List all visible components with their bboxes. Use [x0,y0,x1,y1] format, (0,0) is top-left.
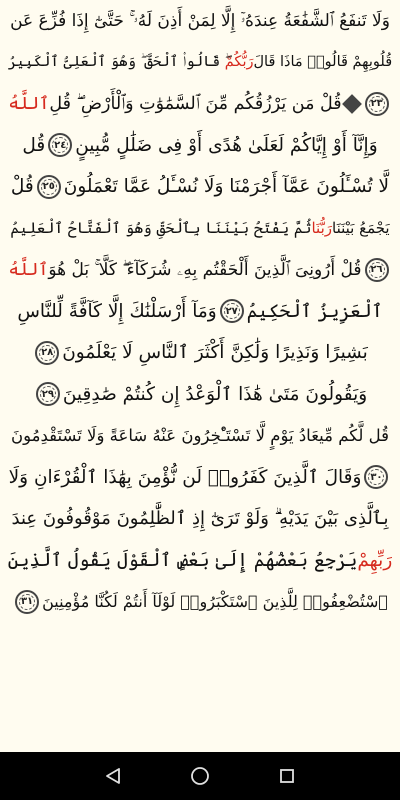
verse-line [8,0,392,42]
verse-line [8,457,392,499]
verse-line [8,581,392,623]
ayah-number-marker[interactable] [364,465,388,489]
ayah-number-marker[interactable] [365,258,389,282]
ayah-number: ٢٩ [41,388,54,400]
recents-button[interactable] [267,756,307,796]
verse-text: وَمَآ أَرْسَلْنَٰكَ إِلَّا كَآفَّةً لِّلنَّاسِ [17,300,217,322]
ayah-number-marker[interactable] [35,341,59,365]
verse-line [8,291,392,333]
verse-text: قُلُوبِهِمْ قَالُوا۟ مَاذَا قَالَ [253,54,392,71]
ayah-number: ٢٣ [370,98,383,110]
verse-line [8,332,392,374]
verse-text: ثُمَّ يَفْتَحُ بَيْنَنَا بِٱلْحَقِّ وَهُوَ ٱلْفَتَّاحُ ٱلْعَلِيمُ [10,219,312,238]
verse-text: ۖ قَالُوا۟ ٱلْحَقَّ ۖ وَهُوَ ٱلْعَلِىُّ ٱلْكَبِيرُ [8,54,225,71]
verse-line [8,415,392,457]
verse-text: بِٱلَّذِى بَيْنَ يَدَيْهِ ۗ وَلَوْ تَرَىٰٓ إِذِ ٱلظَّٰلِمُونَ مَوْقُوفُونَ عِندَ [11,508,389,530]
ayah-number: ٢٧ [225,305,238,317]
divine-name-text: ٱللَّهُ [8,93,50,114]
verse-text: وَقَالَ ٱلَّذِينَ كَفَرُوا۟ لَن نُّؤْمِنَ بِهَٰذَا ٱلْقُرْءَانِ وَلَا [8,466,362,488]
ayah-number-marker[interactable] [48,133,72,157]
home-circle-icon [190,766,210,786]
verse-text: قُل [22,134,46,156]
ayah-number-marker[interactable] [15,590,39,614]
ayah-number-marker[interactable] [365,92,389,116]
verse-line [8,208,392,250]
verse-text: وَيَقُولُونَ مَتَىٰ هَٰذَا ٱلْوَعْدُ إِن كُنتُمْ صَٰدِقِينَ [62,383,368,405]
verse-text: قُلْ مَن يَرْزُقُكُم مِّنَ ٱلسَّمَٰوَٰتِ وَٱلْأَرْضِ ۖ قُلِ [49,93,342,114]
verse-line [8,249,392,291]
verse-line [8,166,392,208]
verse-text: قُلْ [10,176,34,198]
recents-square-icon [278,767,296,785]
verse-text: ٱلْعَزِيزُ ٱلْحَكِيمُ [246,300,383,322]
verse-line [8,540,392,582]
verse-line [8,498,392,540]
ayah-number-marker[interactable] [37,175,61,199]
divine-name-text: ٱللَّهُ [8,260,49,281]
verse-text: بَشِيرًا وَنَذِيرًا وَلَٰكِنَّ أَكْثَرَ ٱلنَّاسِ لَا يَعْلَمُونَ [62,342,368,364]
divine-name-text: رَبُّنَا [311,219,332,238]
verse-text: وَإِنَّآ أَوْ إِيَّاكُمْ لَعَلَىٰ هُدًى أَوْ فِى ضَلَٰلٍ مُّبِينٍ [75,134,378,156]
home-button[interactable] [180,756,220,796]
navigation-bar [0,752,400,800]
sajda-mark-icon [342,94,362,114]
ayah-number: ٣١ [20,596,34,608]
ayah-number-marker[interactable] [220,299,244,323]
back-triangle-icon [104,767,122,785]
verse-text: يَجْمَعُ بَيْنَنَا [332,219,390,238]
verse-line [8,42,392,84]
divine-name-text: رَبِّهِمْ [357,549,392,571]
back-button[interactable] [93,756,133,796]
verse-text: لَّا تُسْـَٔلُونَ عَمَّآ أَجْرَمْنَا وَلَا نُسْـَٔلُ عَمَّا تَعْمَلُونَ [63,176,390,198]
ayah-number: ٣٠ [370,471,383,483]
ayah-number: ٢٨ [41,347,54,359]
ayah-number: ٢٤ [54,139,67,151]
verse-text: وَلَا تَنفَعُ ٱلشَّفَٰعَةُ عِندَهُۥٓ إِلَّا لِمَنْ أَذِنَ لَهُۥ ۚ حَتَّىٰٓ إِذَا فُزِّعَ عَن [10,10,390,31]
divine-name-text: رَبُّكُمْ [224,54,254,71]
verse-text: قُل لَّكُم مِّيعَادُ يَوْمٍ لَّا تَسْتَـْٔخِرُونَ عَنْهُ سَاعَةً وَلَا تَسْتَقْدِمُونَ [11,426,389,446]
verse-line [8,374,392,416]
verse-text: قُلْ أَرُونِىَ ٱلَّذِينَ أَلْحَقْتُم بِهِۦ شُرَكَآءَ ۖ كَلَّا ۚ بَلْ هُوَ [48,259,362,280]
verse-line [8,83,392,125]
ayah-number-marker[interactable] [36,382,60,406]
verse-line [8,125,392,167]
ayah-number: ٢٥ [42,181,55,193]
verse-text: ٱسْتُضْعِفُوا۟ لِلَّذِينَ ٱسْتَكْبَرُوا۟ لَوْلَآ أَنتُمْ لَكُنَّا مُؤْمِنِينَ [42,592,388,612]
verse-text: يَرْجِعُ بَعْضُهُمْ إِلَىٰ بَعْضٍ ٱلْقَوْلَ يَقُولُ ٱلَّذِينَ [8,549,358,571]
ayah-number: ٢٦ [370,264,383,276]
